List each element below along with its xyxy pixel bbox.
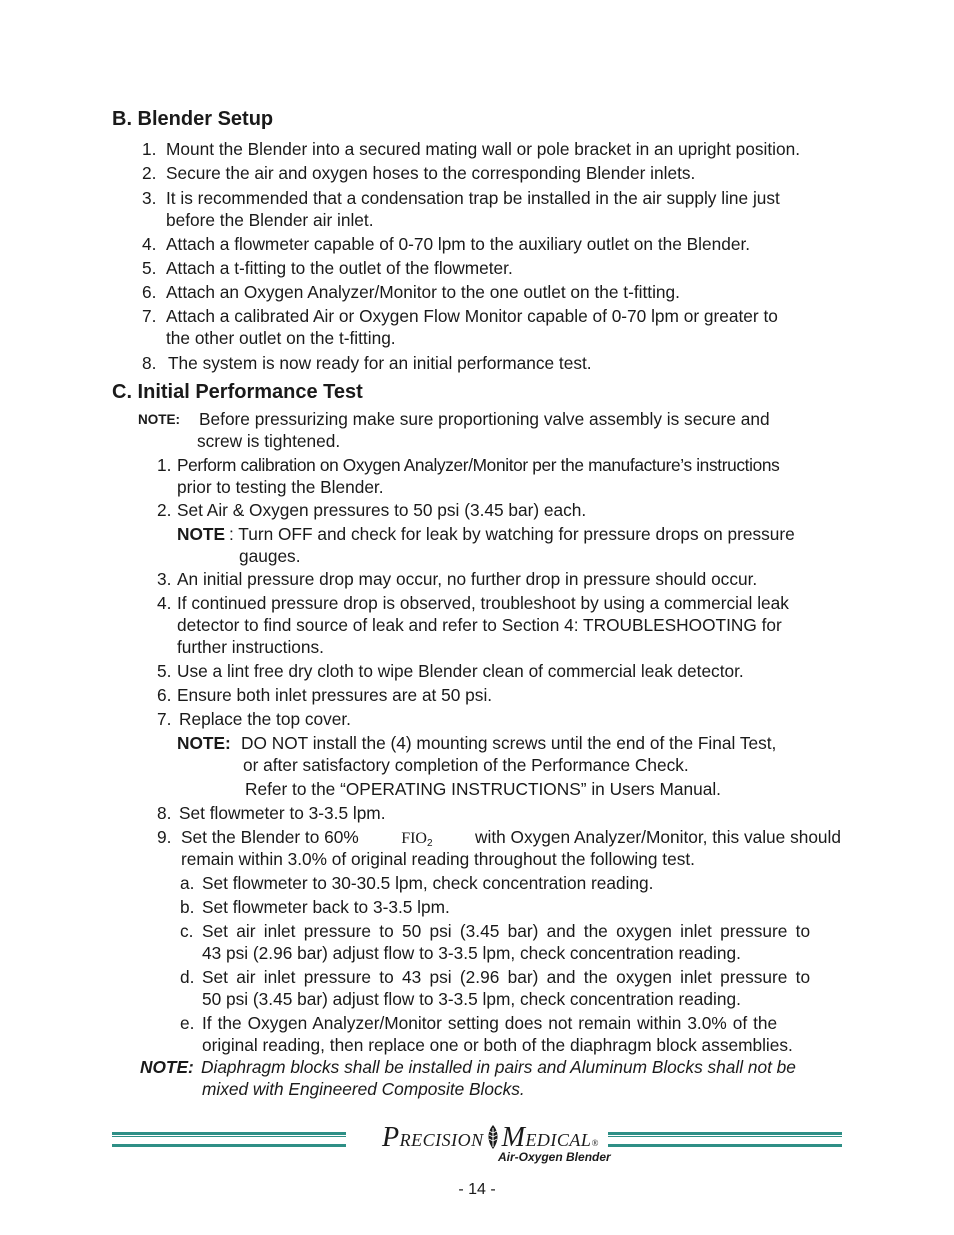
sub-item: If the Oxygen Analyzer/Monitor setting does not remain within 3.0% of the <box>202 1013 778 1033</box>
note-text-continued: Refer to the “OPERATING INSTRUCTIONS” in Users Manual. <box>245 779 721 799</box>
list-number: 3. <box>157 569 172 589</box>
list-number: 6. <box>157 685 172 705</box>
note-label: NOTE: <box>177 733 231 753</box>
list-item: It is recommended that a condensation trap be installed in the air supply line just <box>166 188 780 208</box>
list-item-continued: the other outlet on the t-fitting. <box>166 328 396 348</box>
sub-letter: d. <box>180 967 195 987</box>
list-number: 2. <box>142 163 157 183</box>
list-number: 9. <box>157 827 172 847</box>
list-item-continued: further instructions. <box>177 637 324 657</box>
list-item: Attach a t-fitting to the outlet of the flowmeter. <box>166 258 513 278</box>
page-number: - 14 - <box>458 1181 496 1198</box>
list-item: If continued pressure drop is observed, troubleshoot by using a commercial leak <box>177 593 789 613</box>
list-number: 1. <box>142 139 157 159</box>
sub-item-continued: original reading, then replace one or both of the diaphragm block assemblies. <box>202 1035 793 1055</box>
list-number: 7. <box>142 306 157 326</box>
list-item-continued: before the Blender air inlet. <box>166 210 374 230</box>
list-number: 3. <box>142 188 157 208</box>
sub-item: Set flowmeter back to 3-3.5 lpm. <box>202 897 450 917</box>
footer-rule-right <box>608 1132 842 1147</box>
note-label: NOTE <box>177 524 226 544</box>
list-number: 5. <box>142 258 157 278</box>
note-text: Diaphragm blocks shall be installed in pairs and Aluminum Blocks shall not be <box>201 1057 796 1077</box>
list-item: The system is now ready for an initial performance test. <box>168 353 592 373</box>
sub-item: Set flowmeter to 30-30.5 lpm, check concentration reading. <box>202 873 654 893</box>
sub-letter: a. <box>180 873 195 893</box>
list-number: 6. <box>142 282 157 302</box>
list-item: Attach an Oxygen Analyzer/Monitor to the one outlet on the t-fitting. <box>166 282 680 302</box>
note-text-continued: mixed with Engineered Composite Blocks. <box>202 1079 525 1099</box>
section-b-heading: B. Blender Setup <box>112 108 274 130</box>
sub-letter: c. <box>180 921 194 941</box>
note-text: DO NOT install the (4) mounting screws until the end of the Final Test, <box>241 733 777 753</box>
list-number: 4. <box>142 234 157 254</box>
sub-item: Set air inlet pressure to 43 psi (2.96 bar) and the oxygen inlet pressure to <box>202 967 811 987</box>
note-text: : Turn OFF and check for leak by watching for pressure drops on pressure <box>229 524 795 544</box>
list-item: Mount the Blender into a secured mating wall or pole bracket in an upright position. <box>166 139 801 159</box>
list-item: Secure the air and oxygen hoses to the corresponding Blender inlets. <box>166 163 696 183</box>
note-label: NOTE: <box>140 1057 194 1077</box>
list-number: 8. <box>157 803 172 823</box>
list-item: Set Air & Oxygen pressures to 50 psi (3.45 bar) each. <box>177 500 587 520</box>
sub-letter: b. <box>180 897 195 917</box>
list-item: Ensure both inlet pressures are at 50 psi. <box>177 685 493 705</box>
product-name: Air-Oxygen Blender <box>498 1150 611 1164</box>
sub-letter: e. <box>180 1013 195 1033</box>
footer-rule-left <box>112 1132 346 1147</box>
section-c-heading: C. Initial Performance Test <box>112 381 363 403</box>
list-item-continued: detector to find source of leak and refer to Section 4: TROUBLESHOOTING for <box>177 615 782 635</box>
list-number: 7. <box>157 709 172 729</box>
list-item: Perform calibration on Oxygen Analyzer/Monitor per the manufacture’s instructions <box>177 455 780 475</box>
sub-item: Set air inlet pressure to 50 psi (3.45 bar) and the oxygen inlet pressure to <box>202 921 811 941</box>
sub-item-continued: 50 psi (3.45 bar) adjust flow to 3-3.5 lpm, check concentration reading. <box>202 989 741 1009</box>
step9-text-end: with Oxygen Analyzer/Monitor, this value should <box>475 827 841 847</box>
list-number: 2. <box>157 500 172 520</box>
list-item: Set flowmeter to 3-3.5 lpm. <box>179 803 386 823</box>
note-text: Before pressurizing make sure proportioning valve assembly is secure and <box>199 409 770 429</box>
list-item: Attach a calibrated Air or Oxygen Flow Monitor capable of 0-70 lpm or greater to <box>166 306 778 326</box>
list-item: Replace the top cover. <box>179 709 351 729</box>
leaf-emblem-icon <box>484 1124 502 1150</box>
list-item-continued: remain within 3.0% of original reading throughout the following test. <box>181 849 695 869</box>
list-number: 5. <box>157 661 172 681</box>
note-text-continued: or after satisfactory completion of the Performance Check. <box>243 755 689 775</box>
note-label: NOTE: <box>138 412 180 427</box>
sub-item-continued: 43 psi (2.96 bar) adjust flow to 3-3.5 lpm, check concentration reading. <box>202 943 741 963</box>
list-number: 4. <box>157 593 172 613</box>
list-item-continued: prior to testing the Blender. <box>177 477 384 497</box>
list-number: 1. <box>157 455 172 475</box>
fio2-symbol: $FIO_2$ <box>401 830 433 849</box>
list-item: Use a lint free dry cloth to wipe Blender clean of commercial leak detector. <box>177 661 744 681</box>
list-item: Attach a flowmeter capable of 0-70 lpm to the auxiliary outlet on the Blender. <box>166 234 751 254</box>
list-item: An initial pressure drop may occur, no further drop in pressure should occur. <box>177 569 758 589</box>
list-number: 8. <box>142 353 157 373</box>
precision-medical-logo: PRECISION MEDICAL® <box>382 1122 599 1153</box>
step9-text-start: Set the Blender to 60% <box>181 827 359 847</box>
note-text-continued: screw is tightened. <box>197 431 341 451</box>
note-text-continued: gauges. <box>239 546 301 566</box>
